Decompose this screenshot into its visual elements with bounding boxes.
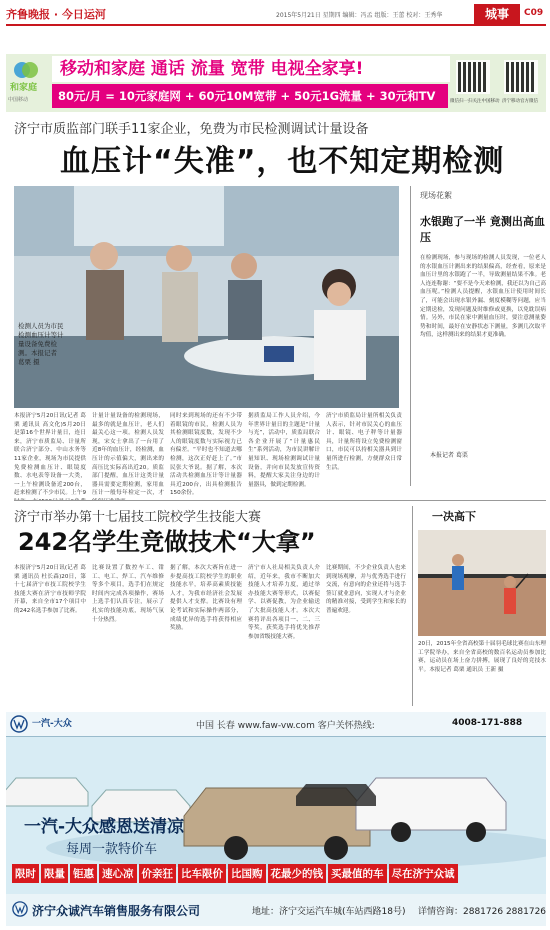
article1-col: 据质监局工作人员介绍，今年世界计量日的主题是“计量与光”，活动中，质监局联合各企业开展了“计量惠民生”系列活动，为市民讲解计量知识、现场检测调试计量设备，并向市民发放宣传资料，提醒大家关注身边的计量器具，做到定期检测。 <box>248 413 320 488</box>
slogan-strip <box>12 862 542 888</box>
article1-caption: 检测人员为市民检测血压计等计量设备免费检测。本报记者 葛栗 摄 <box>18 322 64 366</box>
article1-photo <box>14 186 399 408</box>
ad-top-bar <box>6 712 546 737</box>
slogan: 比车限价 <box>178 864 226 883</box>
slogan: 速心凉 <box>99 864 137 883</box>
slogan: 花最少的钱 <box>268 864 327 883</box>
photo-story-caption: 20日，2015年全省高校第十届羽毛球比赛在山东理工学院举办，来自全省高校的数百名运动员参加比赛，运动员在场上奋力拼搏，展现了良好的竞技水平。本报记者 葛栗 通讯员 王新 摄 <box>418 641 546 673</box>
qr-code-icon <box>456 60 490 94</box>
column-divider <box>412 506 413 706</box>
photo-badminton-icon <box>418 530 546 636</box>
article2-subhead: 济宁市举办第十七届技工院校学生技能大赛 <box>14 510 262 525</box>
svg-text:和家庭: 和家庭 <box>10 83 38 93</box>
sidebar-body: 在检测现场，参与现场的检测人员发现，一位老人的水银血压计测出来的结果偏高，经查看，原来是血压计里的水银跑了一半，导致测量结果不准。老人连连称谢：“要不是今天来检测，我还以为自己高血压呢。”检测人员提醒，水银血压计使用时间长了，可能会出现水银外漏、刻度模糊等问题，应当定期送检，发现问题及时维修或更换，以免耽误病情。另外，市民在家中测量血压时，要注意测量姿势和时间，最好在安静状态下测量，多测几次取平均值，这样测出来的结果才更准确。 <box>420 255 546 339</box>
ad-topline: 中国 长春 www.faw-vw.com 客户关怀热线: <box>196 721 375 731</box>
badminton-photo <box>418 530 546 636</box>
issue-meta: 2015年5月21日 星期四 编辑：冯孟 组版：王蕾 校对：王秀华 <box>276 12 443 19</box>
china-mobile-logo-icon <box>8 58 50 94</box>
slogan: 买最值的车 <box>328 864 387 883</box>
slogan: 尽在济宁众诚 <box>389 864 458 883</box>
article2-col: 据了解，本次大赛旨在进一步提高技工院校学生的职业技能水平，培养高素质技能人才，为我市经济社会发展提供人才支撑。比赛设有理论考试和实际操作两部分，成绩优异的选手将获得相应奖励。 <box>170 565 242 632</box>
section-divider <box>14 500 546 501</box>
qr-caption: 济宁移动官方微信 <box>502 99 538 104</box>
paper-name: 齐鲁晚报 · 今日运河 <box>6 8 106 21</box>
brand-sub: 中国移动 <box>8 97 29 103</box>
article1-col: 本报济宁5月20日讯(记者 葛栗 通讯员 高文化)5月20日是第16个世界计量日，连日来，济宁市质监局、计量所联合济宁部分、中山水务等11家企业，现场为市民提供免费检测血压计、眼镜度数、水电表等设备一大类，一上午检测设备近200台，赶来检测了不少市民。上午9 <box>14 413 86 497</box>
article2-headline: 242名学生竞做技术“大拿” <box>18 528 316 556</box>
slogan: 钜惠 <box>70 864 97 883</box>
qr-caption: 微信扫一扫关注中国移动 <box>450 99 500 104</box>
dealer-bar <box>6 894 546 926</box>
photo-testing-scene-icon <box>14 186 399 408</box>
slogan: 比国购 <box>228 864 266 883</box>
promo-subtitle: 每周一款特价车 <box>66 842 158 857</box>
dealer-address: 地址：济宁交运汽车城(车站西路18号) <box>252 907 406 917</box>
article1-headline: 血压计“失准”，也不知定期检测 <box>60 144 505 179</box>
sidebar-tag: 现场花絮 <box>420 191 452 200</box>
slogan: 价亲狂 <box>139 864 177 883</box>
ad-headline: 移动和家庭 通话 流量 宽带 电视全家享! <box>52 56 450 82</box>
article1-subhead: 济宁市质监部门联手11家企业，免费为市民检测调试计量设备 <box>14 122 369 137</box>
article1-col: 济宁市质监局计量所相关负责人表示，针对市民关心的血压计、眼镜、电子秤等计量器具，计量所将设立免费检测窗口，市民可以持相关器具到计量所进行检测，方便群众日常生活。 <box>326 413 402 471</box>
volkswagen-logo-icon <box>12 901 28 917</box>
ad-price-line: 80元/月 = 10元家庭网 + 60元10M宽带 + 50元1G流量 + 30元和TV <box>52 84 448 108</box>
column-divider <box>410 186 411 486</box>
article2-col: 比赛期间，不少企业负责人也来到现场观摩，并与优秀选手进行交流，有意向的企业还将与选手签订就业意向，实现人才与企业的精准对接，受到学生和家长的普遍欢迎。 <box>326 565 406 614</box>
article2-col: 本报济宁5月20日讯(记者 葛栗 通讯员 杜长森)20日，第十七届济宁市技工院校学生技能大赛在济宁市技师学院开幕，来自全市17个项目中的242名选手参加了比赛。 <box>14 565 86 614</box>
top-advertisement <box>6 54 546 112</box>
ad-brand: 一汽-大众 <box>32 719 72 729</box>
page-number: C09 <box>524 8 544 18</box>
volkswagen-logo-icon <box>10 715 28 733</box>
dealer-name: 济宁众诚汽车销售服务有限公司 <box>32 904 201 918</box>
photo-story-title: 一决高下 <box>432 510 476 523</box>
article2-col: 济宁市人社局相关负责人介绍，近年来，我市不断加大技能人才培养力度，通过举办技能大赛等形式，以赛促学、以赛促教，为企业输送了大批高技能人才。本次大赛将评出各项目一、二、三等奖，获奖选手将优先推荐参加省级技能大赛。 <box>248 565 320 640</box>
dealer-phone: 详情咨询：2881726 2881726 <box>418 907 546 917</box>
slogan: 限时 <box>12 864 39 883</box>
sidebar-headline: 水银跑了一半 竟测出高血压 <box>420 215 545 244</box>
article1-col: 计量计量设备的检测现场，最多的就是血压计，老人们最关心这一项。检测人员发现，宋女士拿出了一台用了近8年的血压计，经检测，血压计的示值偏大，测出来的高压比实际高出近20。质监部门提醒，血压计这类计量器具需要定期检测，家用血压计一般每年检定一次，才 <box>92 413 164 497</box>
qr-code-icon <box>504 60 538 94</box>
slogan: 限量 <box>41 864 68 883</box>
bottom-advertisement <box>6 712 546 926</box>
sidebar-byline: 本报记者 葛栗 <box>430 452 468 459</box>
promo-title: 一汽-大众感恩送清凉 <box>24 817 185 837</box>
article2-col: 比赛设置了数控车工、钳工、电工、焊工、汽车维修等多个项目，选手们在规定时间内完成各项操作，赛场上选手们认真专注，展示了扎实的技能功底，现场气氛十分热烈。 <box>92 565 164 623</box>
article1-col: 同时来到现场的还有不少带着眼镜的市民，检测人员为其检测眼镜度数，发现不少人的眼镜度数与实际视力已有偏差。“平时也不知道去哪检测，这次正好赶上了。”市民张大爷说。据了解，本次活动共检测血压计等计量器具近200台，出具检测报告150余份。 <box>170 413 242 497</box>
section-label: 城事 <box>474 4 520 24</box>
masthead <box>6 4 546 26</box>
ad-hotline: 4008-171-888 <box>452 718 523 728</box>
